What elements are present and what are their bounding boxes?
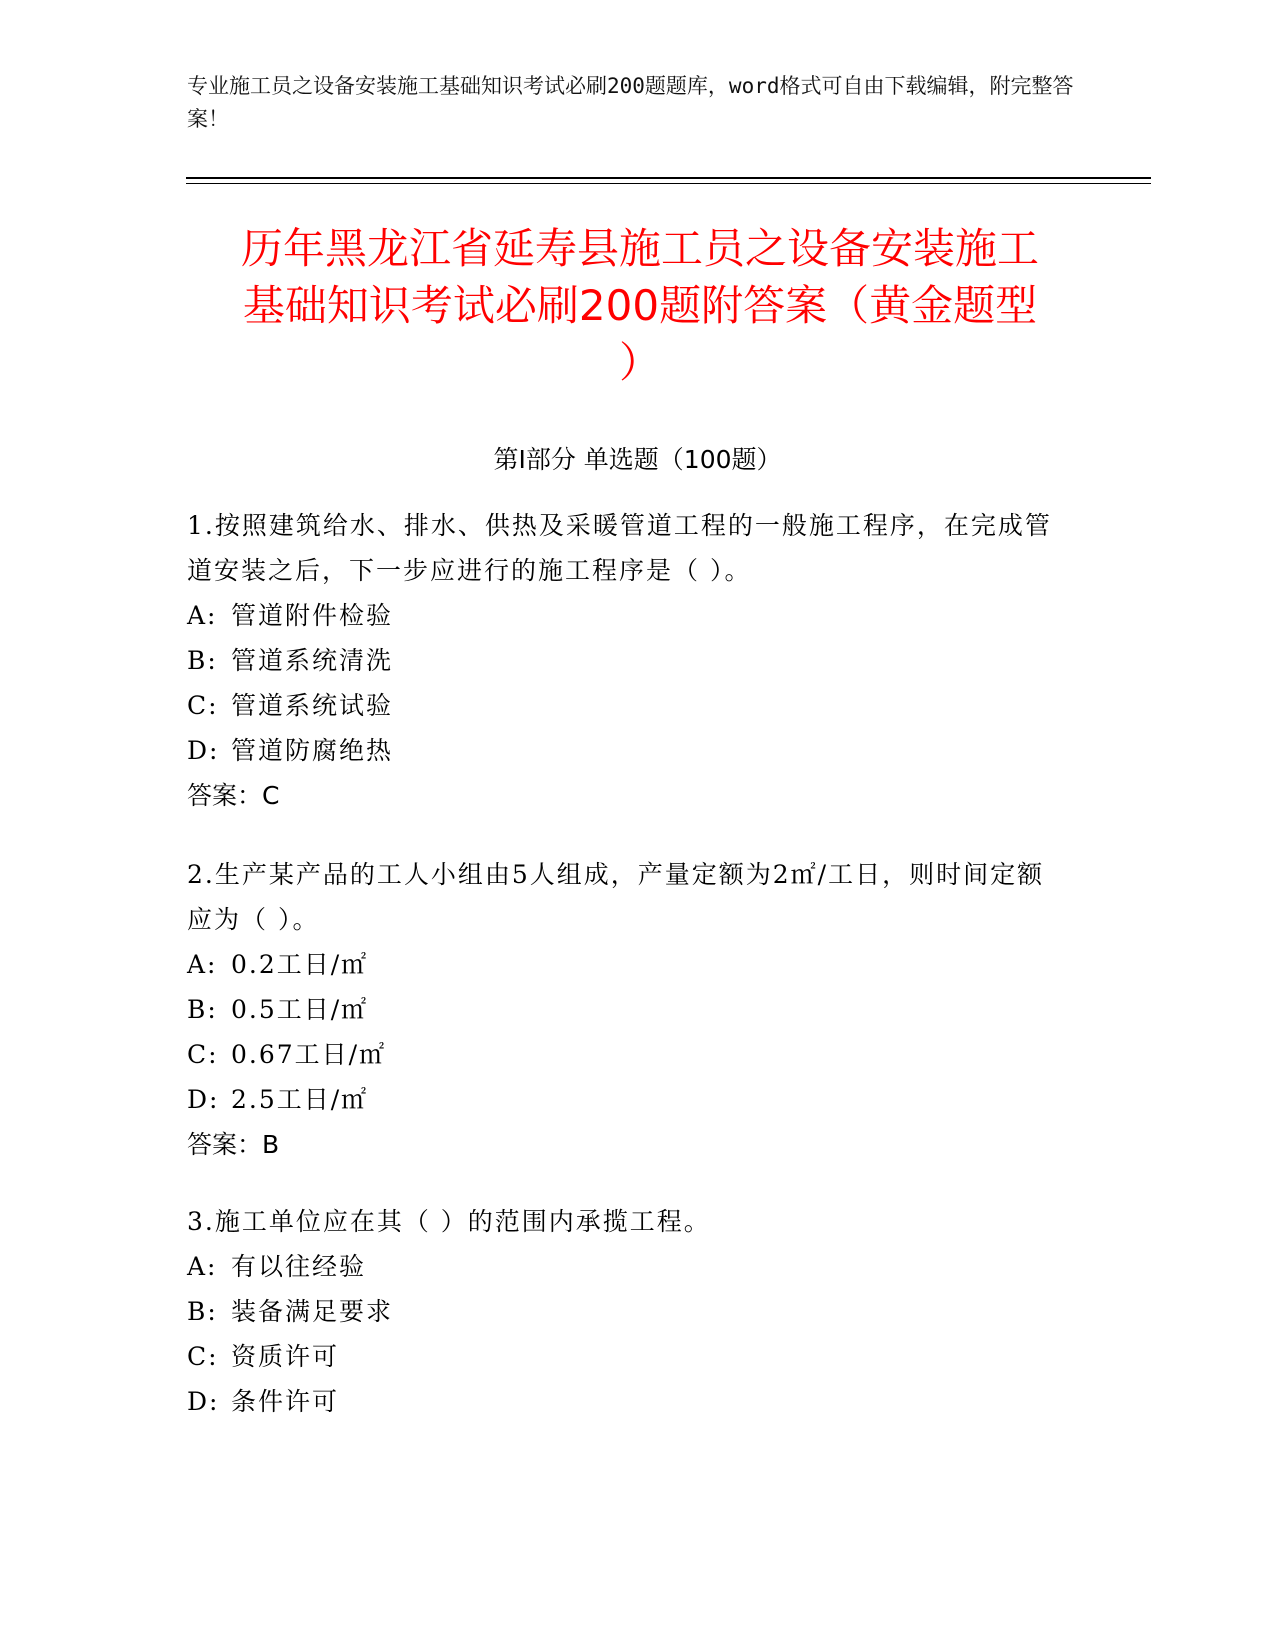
option-label: B: — [187, 646, 218, 675]
title-line-2: 基础知识考试必刷200题附答案（黄金题型 — [242, 281, 1038, 330]
option-text: 管道附件检验 — [231, 601, 394, 630]
option-text: 管道系统清洗 — [231, 646, 394, 675]
answer: 答案：B — [187, 1130, 280, 1159]
option-text: 有以往经验 — [231, 1252, 367, 1281]
option-label: D: — [187, 1387, 220, 1416]
question-3 — [187, 1199, 1057, 1424]
question-stem: 3.施工单位应在其（ ）的范围内承揽工程。 — [187, 1207, 711, 1236]
document-title — [190, 220, 1090, 391]
question-2 — [187, 852, 1057, 1167]
option-d — [187, 1077, 1057, 1122]
option-b — [187, 1289, 1057, 1334]
option-label: D: — [187, 736, 220, 765]
option-c — [187, 1334, 1057, 1379]
option-text: 2.5工日/㎡ — [231, 1085, 369, 1114]
section-heading: 第Ⅰ部分 单选题（100题） — [493, 445, 782, 474]
option-label: A: — [187, 950, 218, 979]
option-b — [187, 987, 1057, 1032]
option-label: C: — [187, 1342, 219, 1371]
option-a — [187, 1244, 1057, 1289]
option-label: A: — [187, 601, 218, 630]
option-label: B: — [187, 995, 218, 1024]
option-d — [187, 728, 1057, 773]
question-stem: 2.生产某产品的工人小组由5人组成，产量定额为2㎡/工日，则时间定额应为（ ）。 — [187, 860, 1045, 934]
document-header: 专业施工员之设备安装施工基础知识考试必刷200题题库，word格式可自由下载编辑，附完整答案！ — [187, 74, 1074, 131]
option-label: C: — [187, 1040, 219, 1069]
question-1 — [187, 503, 1057, 818]
option-text: 管道系统试验 — [231, 691, 394, 720]
option-c — [187, 683, 1057, 728]
option-text: 0.67工日/㎡ — [231, 1040, 387, 1069]
header-rule-thick — [186, 177, 1151, 179]
option-b — [187, 638, 1057, 683]
option-text: 0.5工日/㎡ — [231, 995, 369, 1024]
question-stem: 1.按照建筑给水、排水、供热及采暖管道工程的一般施工程序，在完成管道安装之后，下一步应进行的施工程序是（ ）。 — [187, 511, 1052, 585]
option-text: 0.2工日/㎡ — [231, 950, 369, 979]
option-label: A: — [187, 1252, 218, 1281]
option-text: 条件许可 — [231, 1387, 340, 1416]
option-a — [187, 942, 1057, 987]
option-c — [187, 1032, 1057, 1077]
header-rule-thin — [186, 183, 1151, 184]
option-text: 装备满足要求 — [231, 1297, 394, 1326]
title-line-3: ） — [618, 338, 661, 387]
option-label: D: — [187, 1085, 220, 1114]
option-a — [187, 593, 1057, 638]
option-d — [187, 1379, 1057, 1424]
option-label: C: — [187, 691, 219, 720]
option-label: B: — [187, 1297, 218, 1326]
option-text: 资质许可 — [231, 1342, 340, 1371]
option-text: 管道防腐绝热 — [231, 736, 394, 765]
title-line-1: 历年黑龙江省延寿县施工员之设备安装施工 — [240, 224, 1039, 273]
answer: 答案：C — [187, 781, 280, 810]
